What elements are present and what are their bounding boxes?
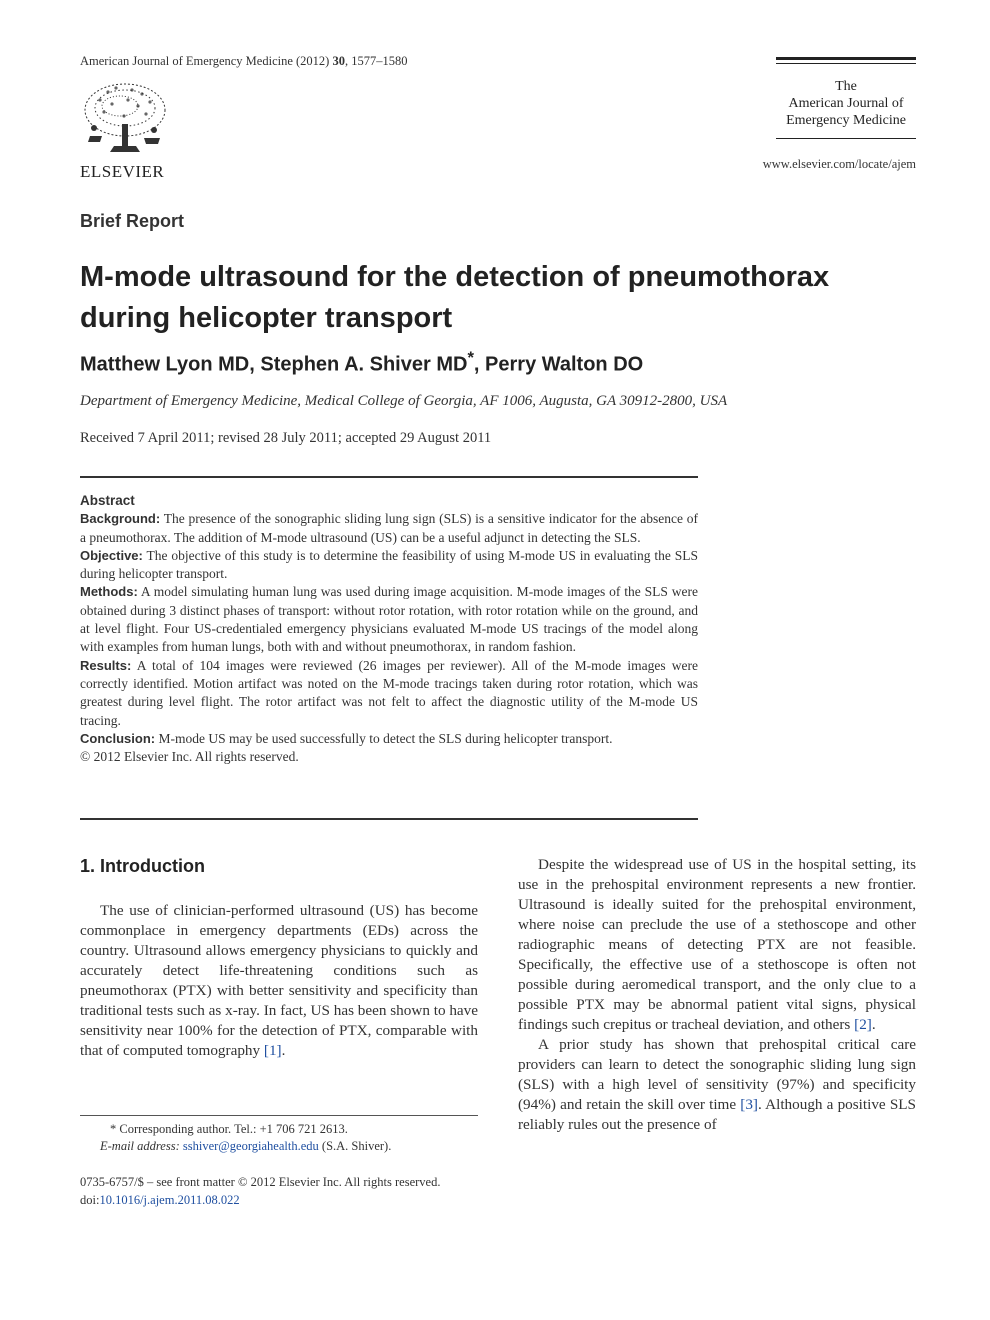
corresponding-author-note: * Corresponding author. Tel.: +1 706 721 2613.	[110, 1122, 348, 1136]
journal-citation	[80, 54, 407, 69]
journal-citation-prefix: American Journal of Emergency Medicine (2012)	[80, 54, 333, 68]
abstract-copyright: © 2012 Elsevier Inc. All rights reserved.	[80, 749, 299, 765]
body-column-left	[80, 901, 478, 1061]
abstract-rule	[80, 818, 698, 820]
abstract-objective	[80, 547, 698, 584]
body-paragraph: A prior study has shown that prehospital critical care providers can learn to detect the sonographic sliding lung sign (SLS) with a high level of sensitivity (97%) and specificity (94%) and retain the skill over time [3]. Although a positive SLS reliably rules out the presence of	[518, 1036, 916, 1133]
journal-volume: 30	[332, 54, 345, 68]
abstract-label: Methods:	[80, 584, 138, 600]
abstract-text: M-mode US may be used successfully to detect the SLS during helicopter transport.	[155, 730, 613, 746]
doi-link[interactable]: 10.1016/j.ajem.2011.08.022	[99, 1193, 240, 1207]
email-label: E-mail address:	[100, 1139, 180, 1153]
journal-pages: , 1577–1580	[344, 54, 408, 68]
abstract-heading: Abstract	[80, 493, 135, 508]
elsevier-tree-logo	[80, 80, 170, 158]
journal-logo-rule	[776, 63, 916, 64]
paragraph-text: Despite the widespread use of US in the hospital setting, its use in the prehospital environment represents a new frontier. Ultrasound is ideally suited for the prehospital environment, where noise can preclude the use of a stethoscope and other radiographic means of detecting PTX are not feasible. Specifically, the effective use of a stethoscope is often not possible during aeromedical transport, and the only clue to a possible PTX may be abnormal patient vital signs, physical findings such crepitus or tracheal deviation, and others	[518, 856, 916, 1033]
abstract-conclusion	[80, 730, 698, 748]
email-note	[80, 1138, 478, 1155]
section-heading-introduction: 1. Introduction	[80, 856, 205, 876]
footnote-rule	[80, 1115, 478, 1116]
abstract-label: Background:	[80, 511, 161, 527]
doi-line	[80, 1191, 440, 1209]
journal-url[interactable]: www.elsevier.com/locate/ajem	[762, 157, 916, 171]
paragraph-text: The use of clinician-performed ultrasound (US) has become commonplace in emergency departments (EDs) across the country. Ultrasound allows emergency physicians to quickly and accurately detect life-threatening conditions such as pneumothorax (PTX) with better sensitivity and specificity than traditional tests such as x-ray. In fact, US has been shown to have sensitivity near 100% for the detection of PTX, comparable with that of computed tomography	[80, 902, 479, 1059]
article-type: Brief Report	[80, 211, 185, 231]
abstract-methods	[80, 583, 698, 656]
abstract-text: A total of 104 images were reviewed (26 images per reviewer). All of the M-mode images were correctly identified. Motion artifact was noted on the M-mode tracings taken during rotor rotation, which was greatest during level flight. The rotor artifact was not felt to affect the diagnostic utility of the M-mode US tracing.	[80, 657, 698, 728]
reference-link[interactable]: [2]	[854, 1016, 872, 1033]
abstract-rule	[80, 476, 698, 478]
journal-logo-line: American Journal of	[788, 96, 904, 111]
authors-part: Matthew Lyon MD, Stephen A. Shiver MD	[80, 353, 468, 376]
abstract-label: Results:	[80, 657, 132, 673]
journal-logo	[776, 78, 916, 129]
body-column-right	[518, 855, 916, 1135]
reference-link[interactable]: [1]	[263, 1042, 282, 1059]
abstract-results	[80, 657, 698, 730]
corresponding-author-marker[interactable]: *	[467, 348, 474, 367]
body-paragraph: Despite the widespread use of US in the hospital setting, its use in the prehospital environment represents a new frontier. Ultrasound is ideally suited for the prehospital environment, where noise can preclude the use of a stethoscope and other radiographic means of detecting PTX are not feasible. Specifically, the effective use of a stethoscope is often not possible during aeromedical transport, and the only clue to a possible PTX may be abnormal patient vital signs, physical findings such crepitus or tracheal deviation, and others [2].	[518, 856, 916, 1033]
abstract-text: The objective of this study is to determine the feasibility of using M-mode US in evaluating the SLS during helicopter transport.	[80, 547, 698, 582]
paragraph-text: A prior study has shown that prehospital critical care providers can learn to detect the sonographic sliding lung sign (SLS) with a high level of sensitivity (97%) and specificity (94%) and retain the skill over time	[518, 1036, 916, 1113]
journal-logo-line: The	[835, 79, 857, 94]
affiliation: Department of Emergency Medicine, Medical College of Georgia, AF 1006, Augusta, GA 30912-2800, USA	[80, 393, 728, 409]
abstract-text: A model simulating human lung was used during image acquisition. M-mode images of the SLS were obtained during 3 distinct phases of transport: without rotor rotation, with rotor rotation while on the ground, and at level flight. Four US-credentialed emergency physicians evaluated M-mode US tracings of the model along with examples from human lungs, both with and without pneumothorax, in random fashion.	[80, 584, 698, 655]
reference-link[interactable]: [3]	[740, 1096, 758, 1113]
publisher-name: ELSEVIER	[80, 162, 165, 181]
abstract	[80, 492, 698, 766]
article-dates: Received 7 April 2011; revised 28 July 2011; accepted 29 August 2011	[80, 430, 492, 446]
abstract-background	[80, 510, 698, 547]
front-matter	[80, 1173, 440, 1209]
journal-logo-rule	[776, 138, 916, 139]
paragraph-text: Although a positive SLS reliably rules out the presence of	[518, 1096, 916, 1133]
issn-line: 0735-6757/$ – see front matter © 2012 Elsevier Inc. All rights reserved.	[80, 1175, 441, 1189]
body-paragraph: The use of clinician-performed ultrasound (US) has become commonplace in emergency departments (EDs) across the country. Ultrasound allows emergency physicians to quickly and accurately detect life-threatening conditions such as pneumothorax (PTX) with better sensitivity and specificity than traditional tests such as x-ray. In fact, US has been shown to have sensitivity near 100% for the detection of PTX, comparable with that of computed tomography [1].	[80, 902, 479, 1059]
article-title: M-mode ultrasound for the detection of pneumothorax during helicopter transport	[80, 261, 830, 334]
abstract-label: Objective:	[80, 547, 143, 563]
abstract-label: Conclusion:	[80, 730, 156, 746]
email-owner: (S.A. Shiver).	[318, 1139, 392, 1153]
journal-logo-line: Emergency Medicine	[786, 113, 906, 128]
author-list	[80, 348, 643, 377]
doi-label: doi:	[80, 1193, 100, 1207]
journal-logo-rule	[776, 57, 916, 60]
email-link[interactable]: sshiver@georgiahealth.edu	[182, 1139, 319, 1153]
abstract-text: The presence of the sonographic sliding lung sign (SLS) is a sensitive indicator for the absence of a pneumothorax. The addition of M-mode ultrasound (US) can be a useful adjunct in detecting the SLS.	[80, 511, 698, 545]
authors-part: , Perry Walton DO	[473, 353, 644, 376]
footnote	[80, 1121, 478, 1155]
